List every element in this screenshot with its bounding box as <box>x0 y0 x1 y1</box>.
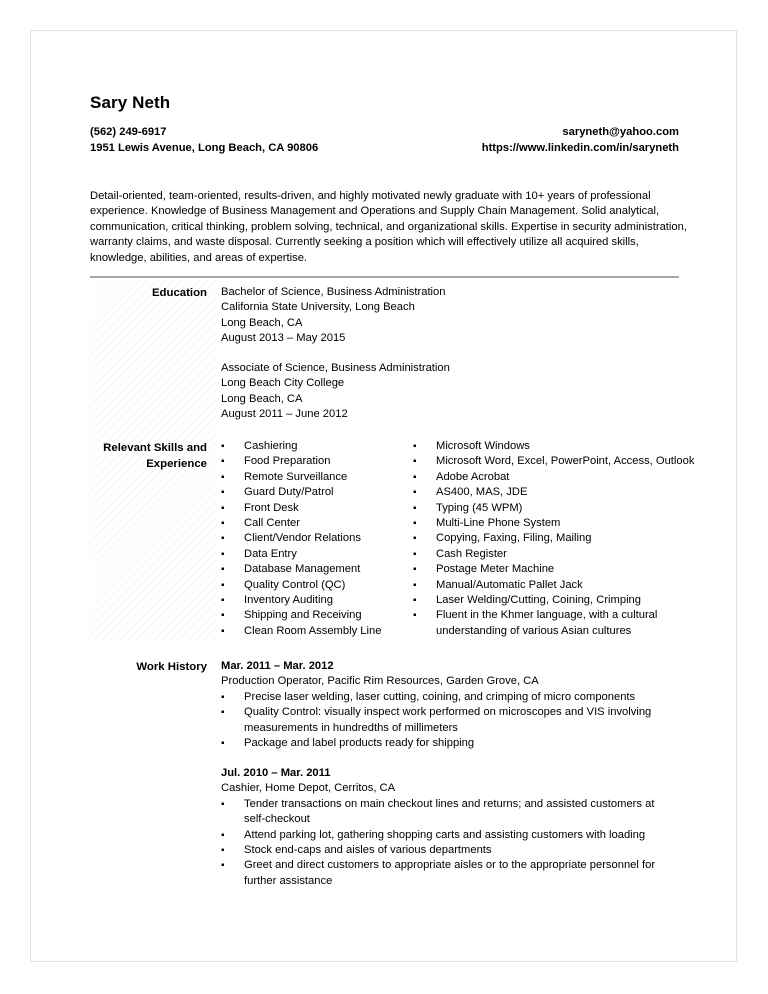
skill-item: ▪ Guard Duty/Patrol <box>221 485 406 500</box>
skill-item: ▪ Postage Meter Machine <box>413 562 708 577</box>
skill-item: ▪ Laser Welding/Cutting, Coining, Crimping <box>413 593 708 608</box>
skill-item: ▪ Inventory Auditing <box>221 593 406 608</box>
skill-item: ▪ Client/Vendor Relations <box>221 531 406 546</box>
skill-item: ▪ Microsoft Windows <box>413 439 708 454</box>
duty-item: ▪ Tender transactions on main checkout lines and returns; and assisted customers at self-checkout <box>221 797 661 828</box>
job-duties <box>221 690 661 752</box>
section-divider <box>90 276 679 278</box>
education-school: Long Beach City College <box>221 377 345 390</box>
skills-heading-line1: Relevant Skills and <box>103 442 207 454</box>
education-school: California State University, Long Beach <box>221 301 415 314</box>
skill-item: ▪ Typing (45 WPM) <box>413 501 708 516</box>
duty-item: ▪ Attend parking lot, gathering shopping carts and assisting customers with loading <box>221 828 661 843</box>
education-entry <box>221 285 446 347</box>
duty-item: ▪ Quality Control: visually inspect work performed on microscopes and VIS involving measurements in hundredths of millimeters <box>221 705 661 736</box>
education-heading: Education <box>151 287 207 299</box>
skills-column-2 <box>413 439 708 639</box>
skill-item: ▪ Adobe Acrobat <box>413 470 708 485</box>
skills-heading <box>90 440 207 472</box>
skill-item: ▪ Copying, Faxing, Filing, Mailing <box>413 531 708 546</box>
skill-item: ▪ Fluent in the Khmer language, with a cultural understanding of various Asian cultures <box>413 608 708 639</box>
skill-item: ▪ Database Management <box>221 562 406 577</box>
skill-item: ▪ Cashiering <box>221 439 406 454</box>
job-duties <box>221 797 661 889</box>
skill-item: ▪ Clean Room Assembly Line <box>221 624 406 639</box>
skill-item: ▪ Front Desk <box>221 501 406 516</box>
skill-item: ▪ Remote Surveillance <box>221 470 406 485</box>
skill-item: ▪ Microsoft Word, Excel, PowerPoint, Access, Outlook <box>413 454 708 469</box>
skill-item: ▪ Call Center <box>221 516 406 531</box>
job-entry <box>221 766 661 889</box>
education-dates: August 2011 – June 2012 <box>221 408 348 421</box>
job-title: Cashier, Home Depot, Cerritos, CA <box>221 782 396 795</box>
contact-left <box>90 124 318 156</box>
phone-number: (562) 249-6917 <box>90 126 167 138</box>
job-dates: Mar. 2011 – Mar. 2012 <box>221 660 334 672</box>
skill-item: ▪ Quality Control (QC) <box>221 578 406 593</box>
education-degree: Associate of Science, Business Administration <box>221 362 450 374</box>
street-address: 1951 Lewis Avenue, Long Beach, CA 90806 <box>90 142 319 154</box>
duty-item: ▪ Stock end-caps and aisles of various departments <box>221 843 661 858</box>
email-address[interactable]: saryneth@yahoo.com <box>562 126 679 138</box>
education-entry <box>221 361 450 423</box>
education-degree: Bachelor of Science, Business Administration <box>221 286 446 298</box>
skill-item: ▪ Cash Register <box>413 547 708 562</box>
skills-heading-line2: Experience <box>146 458 207 470</box>
candidate-name: Sary Neth <box>90 93 171 112</box>
skill-item: ▪ Food Preparation <box>221 454 406 469</box>
duty-item: ▪ Precise laser welding, laser cutting, coining, and crimping of micro components <box>221 690 661 705</box>
job-entry <box>221 659 661 751</box>
education-dates: August 2013 – May 2015 <box>221 332 346 345</box>
job-title: Production Operator, Pacific Rim Resources, Garden Grove, CA <box>221 675 539 688</box>
job-dates: Jul. 2010 – Mar. 2011 <box>221 767 331 779</box>
duty-item: ▪ Package and label products ready for shipping <box>221 736 661 751</box>
education-location: Long Beach, CA <box>221 316 303 329</box>
contact-right <box>482 124 679 156</box>
skill-item: ▪ Data Entry <box>221 547 406 562</box>
skill-item: ▪ Multi-Line Phone System <box>413 516 708 531</box>
skill-item: ▪ Shipping and Receiving <box>221 608 406 623</box>
work-history-heading: Work History <box>136 661 207 673</box>
duty-item: ▪ Greet and direct customers to appropriate aisles or to the appropriate personnel for further assistance <box>221 858 661 889</box>
linkedin-url[interactable]: https://www.linkedin.com/in/saryneth <box>481 142 679 154</box>
professional-summary: Detail-oriented, team-oriented, results-driven, and highly motivated newly graduate with 10+ years of professional experience. Knowledge of Business Management and Operations and Supply Chain Management. Solid analytical, communication, critical thinking, problem solving, technical, and organizational skills. Expertise in security administration, warranty claims, and waste disposal. Currently seeking a position which will effectively utilize all acquired skills, knowledge, abilities, and areas of expertise. <box>90 190 687 264</box>
skill-item: ▪ Manual/Automatic Pallet Jack <box>413 578 708 593</box>
education-location: Long Beach, CA <box>221 392 303 405</box>
skills-column-1 <box>221 439 406 639</box>
skill-item: ▪ AS400, MAS, JDE <box>413 485 708 500</box>
